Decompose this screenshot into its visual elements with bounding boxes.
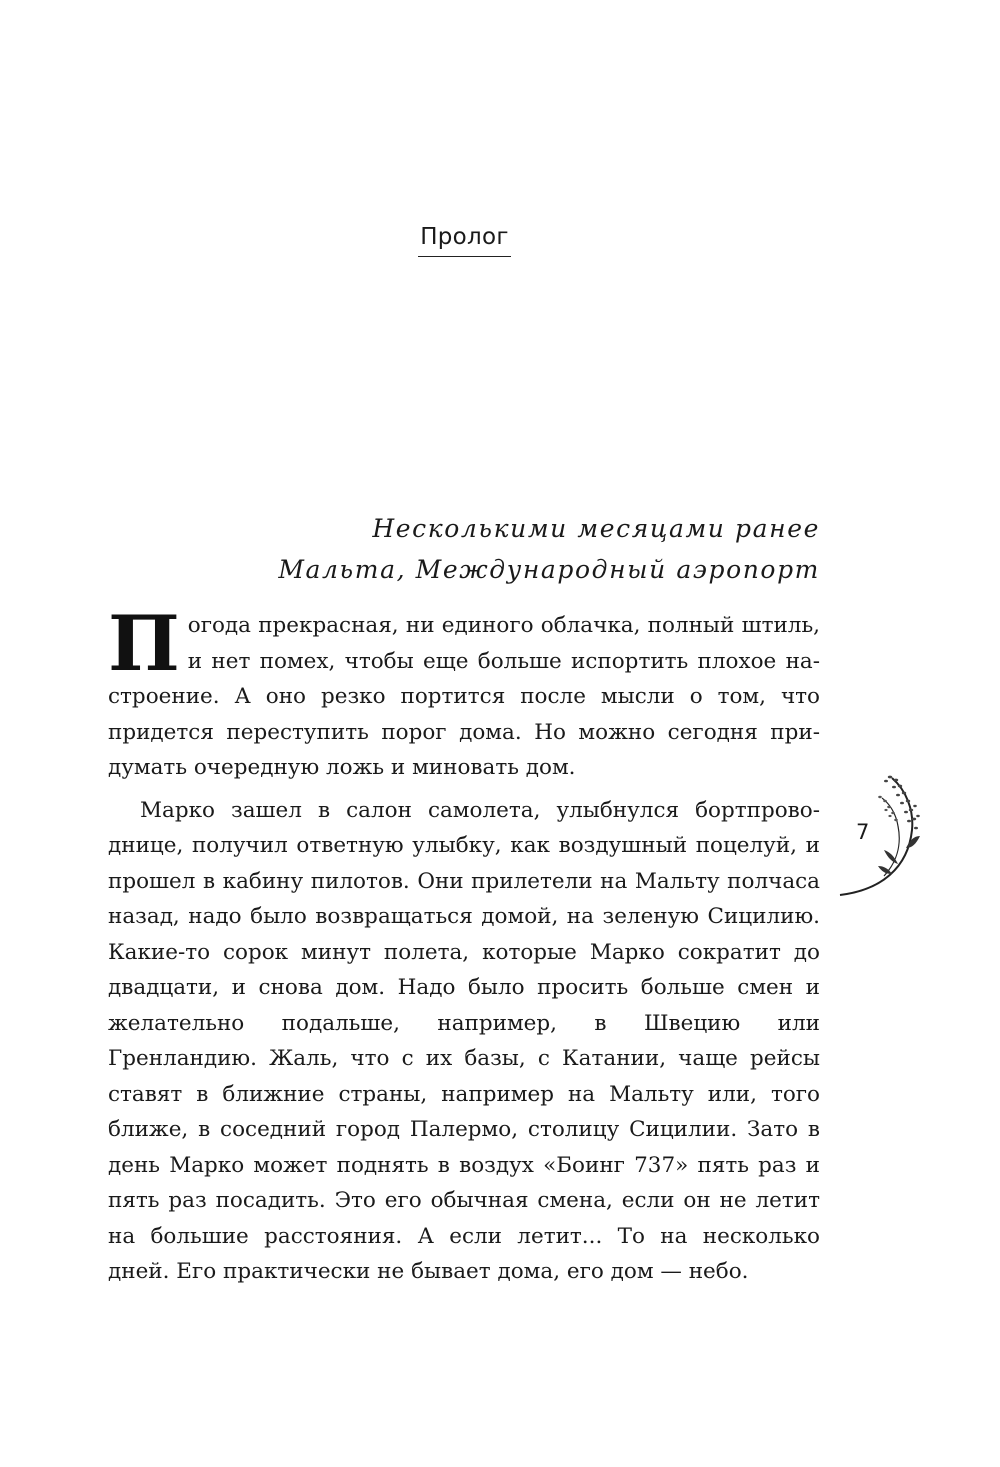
paragraph-first bbox=[108, 599, 820, 786]
body-text bbox=[108, 599, 820, 1290]
drop-cap: П bbox=[108, 599, 180, 688]
page-number: 7 bbox=[856, 820, 870, 844]
paragraph-second: Марко зашел в салон самолета, улыбнулся бортпроводнице, получил ответную улыбку, как воздушный поцелуй, и прошел в кабину пилотов. Они прилетели на Мальту полчаса назад, надо было возвращаться домой, на зеленую Сицилию. Какие-то сорок минут полета, которые Марко сократит до двадцати, и снова дом. Надо было просить больше смен и желательно подальше, например, в Швецию или Гренландию. Жаль, что с их базы, с Катании, чаще рейсы ставят в ближние страны, например на Мальту или, того ближе, в соседний город Палермо, столицу Сицилии. Зато в день Марко может поднять в воздух «Боинг 737» пять раз и пять раз посадить. Это его обычная смена, если он не летит на большие расстояния. А если летит... То на несколько дней. Его практически не бывает дома, его дом — небо. bbox=[108, 797, 820, 1284]
epigraph bbox=[278, 508, 820, 590]
epigraph-line-place: Мальта, Международный аэропорт bbox=[278, 555, 820, 584]
lavender-sprig-icon bbox=[836, 768, 936, 898]
chapter-title: Пролог bbox=[418, 224, 511, 257]
epigraph-line-time: Несколькими месяцами ранее bbox=[372, 514, 820, 543]
paragraph-first-text: огода прекрасная, ни единого облачка, полный штиль, и нет помех, чтобы еще больше испортить плохое настроение. А оно резко портится после мысли о том, что придется переступить порог дома. Но можно сегодня придумать очередную ложь и миновать дом. bbox=[108, 613, 820, 780]
